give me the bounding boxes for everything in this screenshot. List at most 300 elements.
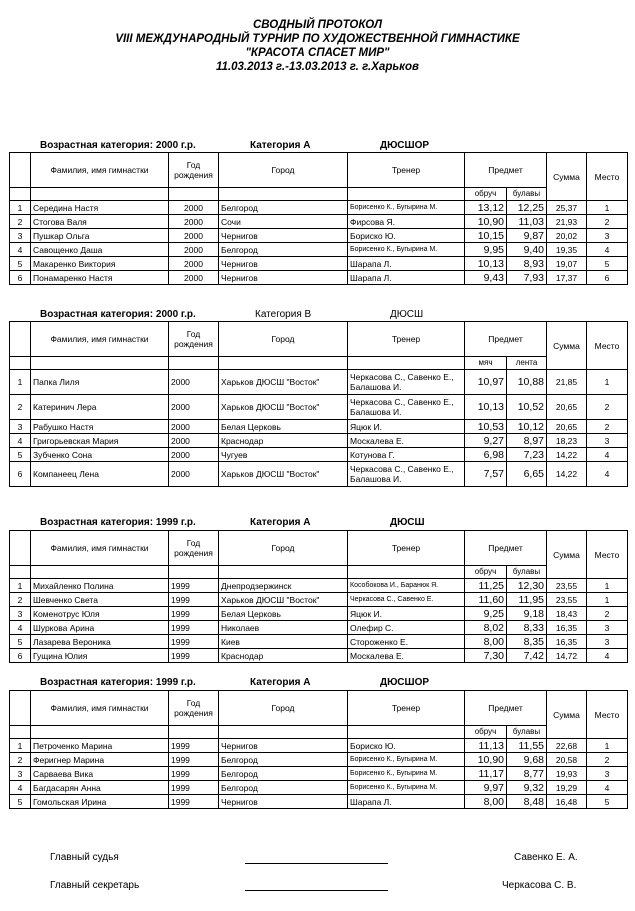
total-score: 18,43 (547, 607, 587, 621)
place: 5 (587, 257, 628, 271)
apparatus-1-score: 9,97 (465, 781, 507, 795)
coach: Черкасова С., Савенко Е., Балашова И. (348, 395, 465, 420)
section-4-school: ДЮСШОР (380, 677, 430, 688)
apparatus-2-score: 8,93 (507, 257, 547, 271)
apparatus-1-score: 10,13 (465, 395, 507, 420)
col-place-header: Место (587, 691, 628, 739)
col-name-header: Фамилия, имя гимнастки (31, 322, 169, 357)
city: Краснодар (219, 434, 348, 448)
total-score: 23,55 (547, 579, 587, 593)
city: Харьков ДЮСШ "Восток" (219, 395, 348, 420)
apparatus-2-score: 10,52 (507, 395, 547, 420)
table-subheader-row (10, 566, 628, 579)
chief-judge-signature-line (245, 863, 388, 864)
col-blank (31, 726, 169, 739)
birth-year: 1999 (169, 795, 219, 809)
row-number: 3 (10, 607, 31, 621)
total-score: 20,65 (547, 395, 587, 420)
total-score: 14,22 (547, 448, 587, 462)
section-3-age: Возрастная категория: 1999 г.р. (40, 517, 196, 528)
apparatus-2-score: 12,30 (507, 579, 547, 593)
table-row (10, 201, 628, 215)
section-2-category: Категория В (255, 309, 312, 320)
col-sum-header: Сумма (547, 691, 587, 739)
table-row (10, 621, 628, 635)
table-row (10, 781, 628, 795)
apparatus-1-score: 10,90 (465, 215, 507, 229)
coach: Шарапа Л. (348, 271, 465, 285)
apparatus-1-score: 9,27 (465, 434, 507, 448)
apparatus-2-score: 8,77 (507, 767, 547, 781)
apparatus-2-header: булавы (507, 566, 547, 579)
apparatus-2-score: 11,03 (507, 215, 547, 229)
section-1-age: Возрастная категория: 2000 г.р. (40, 140, 196, 151)
table-row (10, 635, 628, 649)
apparatus-1-score: 8,02 (465, 621, 507, 635)
col-number-header (10, 322, 31, 357)
col-number-header (10, 153, 31, 188)
chief-judge-label: Главный судья (50, 852, 119, 863)
city: Белая Церковь (219, 420, 348, 434)
apparatus-2-score: 11,55 (507, 739, 547, 753)
place: 5 (587, 795, 628, 809)
gymnast-name: Понамаренко Настя (31, 271, 169, 285)
col-blank (10, 566, 31, 579)
gymnast-name: Макаренко Виктория (31, 257, 169, 271)
birth-year: 2000 (169, 229, 219, 243)
place: 2 (587, 420, 628, 434)
results-table (9, 690, 628, 809)
table-row (10, 739, 628, 753)
apparatus-2-header: булавы (507, 188, 547, 201)
table-row (10, 649, 628, 663)
col-coach-header: Тренер (348, 322, 465, 357)
col-blank (31, 357, 169, 370)
table-header-row (10, 322, 628, 357)
col-name-header: Фамилия, имя гимнастки (31, 691, 169, 726)
apparatus-1-header: обруч (465, 566, 507, 579)
gymnast-name: Рабушко Настя (31, 420, 169, 434)
birth-year: 1999 (169, 579, 219, 593)
coach: Борисенко К., Бугырина М. (348, 767, 465, 781)
apparatus-2-score: 12,25 (507, 201, 547, 215)
apparatus-2-score: 7,93 (507, 271, 547, 285)
apparatus-2-score: 6,65 (507, 462, 547, 487)
gymnast-name: Шевченко Света (31, 593, 169, 607)
city: Харьков ДЮСШ "Восток" (219, 593, 348, 607)
coach: Борисенко К., Бугырина М. (348, 781, 465, 795)
total-score: 20,58 (547, 753, 587, 767)
gymnast-name: Лазарева Вероника (31, 635, 169, 649)
birth-year: 2000 (169, 448, 219, 462)
tournament-motto: "КРАСОТА СПАСЕТ МИР" (245, 47, 390, 59)
place: 1 (587, 370, 628, 395)
row-number: 5 (10, 448, 31, 462)
tournament-name: VIII МЕЖДУНАРОДНЫЙ ТУРНИР ПО ХУДОЖЕСТВЕННОЙ ГИМНАСТИКЕ (115, 33, 520, 45)
city: Сочи (219, 215, 348, 229)
col-year-header: Год рождения (169, 153, 219, 188)
coach: Москалева Е. (348, 649, 465, 663)
coach: Фирсова Я. (348, 215, 465, 229)
gymnast-name: Гомольская Ирина (31, 795, 169, 809)
coach: Олефир С. (348, 621, 465, 635)
col-subject-header: Предмет (465, 322, 547, 357)
table-row (10, 434, 628, 448)
row-number: 1 (10, 370, 31, 395)
place: 3 (587, 229, 628, 243)
col-blank (219, 566, 348, 579)
coach: Котунова Г. (348, 448, 465, 462)
city: Харьков ДЮСШ "Восток" (219, 370, 348, 395)
city: Чернигов (219, 795, 348, 809)
apparatus-2-score: 7,42 (507, 649, 547, 663)
coach: Кособокова И., Баранюк Я. (348, 579, 465, 593)
col-year-header: Год рождения (169, 322, 219, 357)
apparatus-1-score: 7,30 (465, 649, 507, 663)
doc-title: СВОДНЫЙ ПРОТОКОЛ (252, 19, 382, 31)
coach: Шарапа Л. (348, 795, 465, 809)
gymnast-name: Феригнер Марина (31, 753, 169, 767)
chief-secretary-name: Черкасова С. В. (502, 880, 577, 891)
gymnast-name: Григорьевская Мария (31, 434, 169, 448)
apparatus-2-score: 7,23 (507, 448, 547, 462)
apparatus-1-score: 10,90 (465, 753, 507, 767)
total-score: 18,23 (547, 434, 587, 448)
apparatus-2-score: 9,32 (507, 781, 547, 795)
coach: Яцюк И. (348, 420, 465, 434)
col-blank (10, 188, 31, 201)
total-score: 14,22 (547, 462, 587, 487)
col-sum-header: Сумма (547, 531, 587, 579)
city: Киев (219, 635, 348, 649)
section-4-category: Категория А (250, 677, 311, 688)
apparatus-2-score: 9,87 (507, 229, 547, 243)
apparatus-2-score: 8,48 (507, 795, 547, 809)
row-number: 5 (10, 635, 31, 649)
city: Чернигов (219, 739, 348, 753)
gymnast-name: Коменотрус Юля (31, 607, 169, 621)
city: Краснодар (219, 649, 348, 663)
total-score: 16,48 (547, 795, 587, 809)
col-subject-header: Предмет (465, 153, 547, 188)
apparatus-1-score: 9,95 (465, 243, 507, 257)
apparatus-1-score: 9,43 (465, 271, 507, 285)
row-number: 2 (10, 215, 31, 229)
apparatus-2-score: 10,88 (507, 370, 547, 395)
total-score: 16,35 (547, 635, 587, 649)
coach: Бориско Ю. (348, 739, 465, 753)
results-table (9, 321, 628, 487)
place: 2 (587, 395, 628, 420)
section-1-category: Категория А (250, 140, 311, 151)
apparatus-1-score: 11,13 (465, 739, 507, 753)
birth-year: 1999 (169, 621, 219, 635)
city: Белгород (219, 753, 348, 767)
row-number: 1 (10, 739, 31, 753)
total-score: 17,37 (547, 271, 587, 285)
coach: Борисенко К., Бугырина М. (348, 753, 465, 767)
birth-year: 1999 (169, 607, 219, 621)
apparatus-1-header: обруч (465, 188, 507, 201)
section-4-age: Возрастная категория: 1999 г.р. (40, 677, 196, 688)
table-row (10, 395, 628, 420)
col-blank (31, 188, 169, 201)
place: 4 (587, 462, 628, 487)
coach: Черкасова С., Савенко Е., Балашова И. (348, 370, 465, 395)
apparatus-1-header: мяч (465, 357, 507, 370)
place: 6 (587, 271, 628, 285)
apparatus-1-header: обруч (465, 726, 507, 739)
apparatus-2-score: 9,18 (507, 607, 547, 621)
apparatus-2-score: 9,40 (507, 243, 547, 257)
gymnast-name: Сарваева Вика (31, 767, 169, 781)
apparatus-2-score: 9,68 (507, 753, 547, 767)
gymnast-name: Савощенко Даша (31, 243, 169, 257)
city: Чернигов (219, 271, 348, 285)
total-score: 19,07 (547, 257, 587, 271)
row-number: 5 (10, 795, 31, 809)
apparatus-2-header: лента (507, 357, 547, 370)
table-row (10, 795, 628, 809)
row-number: 4 (10, 243, 31, 257)
col-blank (169, 188, 219, 201)
place: 4 (587, 649, 628, 663)
col-name-header: Фамилия, имя гимнастки (31, 531, 169, 566)
apparatus-1-score: 8,00 (465, 635, 507, 649)
col-blank (169, 726, 219, 739)
apparatus-1-score: 7,57 (465, 462, 507, 487)
birth-year: 2000 (169, 257, 219, 271)
gymnast-name: Пушкар Ольга (31, 229, 169, 243)
col-name-header: Фамилия, имя гимнастки (31, 153, 169, 188)
col-year-header: Год рождения (169, 531, 219, 566)
total-score: 25,37 (547, 201, 587, 215)
total-score: 23,55 (547, 593, 587, 607)
gymnast-name: Шуркова Арина (31, 621, 169, 635)
col-sum-header: Сумма (547, 322, 587, 370)
table-row (10, 448, 628, 462)
coach: Шарапа Л. (348, 257, 465, 271)
table-row (10, 593, 628, 607)
col-city-header: Город (219, 691, 348, 726)
birth-year: 1999 (169, 781, 219, 795)
total-score: 19,93 (547, 767, 587, 781)
gymnast-name: Михайленко Полина (31, 579, 169, 593)
chief-judge-name: Савенко Е. А. (514, 852, 578, 863)
col-blank (10, 357, 31, 370)
birth-year: 2000 (169, 370, 219, 395)
city: Белая Церковь (219, 607, 348, 621)
apparatus-2-score: 11,95 (507, 593, 547, 607)
total-score: 20,02 (547, 229, 587, 243)
apparatus-1-score: 9,25 (465, 607, 507, 621)
table-row (10, 215, 628, 229)
apparatus-2-header: булавы (507, 726, 547, 739)
row-number: 3 (10, 767, 31, 781)
apparatus-1-score: 10,97 (465, 370, 507, 395)
col-coach-header: Тренер (348, 153, 465, 188)
table-row (10, 243, 628, 257)
birth-year: 2000 (169, 201, 219, 215)
col-blank (219, 357, 348, 370)
tournament-dates: 11.03.2013 г.-13.03.2013 г. г.Харьков (216, 61, 419, 73)
apparatus-1-score: 10,13 (465, 257, 507, 271)
table-subheader-row (10, 357, 628, 370)
city: Белгород (219, 767, 348, 781)
place: 3 (587, 621, 628, 635)
gymnast-name: Петроченко Марина (31, 739, 169, 753)
table-row (10, 229, 628, 243)
table-row (10, 271, 628, 285)
table-row (10, 257, 628, 271)
col-place-header: Место (587, 322, 628, 370)
city: Харьков ДЮСШ "Восток" (219, 462, 348, 487)
city: Чугуев (219, 448, 348, 462)
total-score: 19,29 (547, 781, 587, 795)
apparatus-1-score: 11,17 (465, 767, 507, 781)
place: 1 (587, 201, 628, 215)
row-number: 6 (10, 649, 31, 663)
table-row (10, 579, 628, 593)
gymnast-name: Зубченко Сона (31, 448, 169, 462)
place: 2 (587, 215, 628, 229)
col-blank (31, 566, 169, 579)
col-coach-header: Тренер (348, 691, 465, 726)
col-place-header: Место (587, 531, 628, 579)
section-1-school: ДЮСШОР (380, 140, 430, 151)
chief-secretary-signature-line (245, 890, 388, 891)
birth-year: 1999 (169, 753, 219, 767)
birth-year: 2000 (169, 243, 219, 257)
birth-year: 2000 (169, 462, 219, 487)
coach: Яцюк И. (348, 607, 465, 621)
results-table (9, 152, 628, 285)
col-blank (348, 726, 465, 739)
apparatus-1-score: 13,12 (465, 201, 507, 215)
apparatus-1-score: 11,25 (465, 579, 507, 593)
table-row (10, 753, 628, 767)
table-header-row (10, 531, 628, 566)
table-row (10, 607, 628, 621)
col-blank (348, 188, 465, 201)
apparatus-1-score: 6,98 (465, 448, 507, 462)
gymnast-name: Середина Настя (31, 201, 169, 215)
col-blank (219, 726, 348, 739)
place: 4 (587, 243, 628, 257)
coach: Борисенко К., Бугырина М. (348, 201, 465, 215)
col-blank (348, 357, 465, 370)
col-blank (219, 188, 348, 201)
table-row (10, 462, 628, 487)
apparatus-2-score: 8,33 (507, 621, 547, 635)
apparatus-1-score: 10,15 (465, 229, 507, 243)
birth-year: 1999 (169, 593, 219, 607)
total-score: 14,72 (547, 649, 587, 663)
gymnast-name: Гущина Юлия (31, 649, 169, 663)
gymnast-name: Багдасарян Анна (31, 781, 169, 795)
table-row (10, 370, 628, 395)
city: Белгород (219, 201, 348, 215)
col-city-header: Город (219, 531, 348, 566)
col-coach-header: Тренер (348, 531, 465, 566)
row-number: 2 (10, 593, 31, 607)
row-number: 6 (10, 271, 31, 285)
city: Белгород (219, 243, 348, 257)
col-subject-header: Предмет (465, 531, 547, 566)
col-blank (169, 357, 219, 370)
place: 4 (587, 781, 628, 795)
table-subheader-row (10, 726, 628, 739)
total-score: 20,65 (547, 420, 587, 434)
place: 4 (587, 448, 628, 462)
col-number-header (10, 691, 31, 726)
birth-year: 2000 (169, 420, 219, 434)
row-number: 4 (10, 781, 31, 795)
city: Николаев (219, 621, 348, 635)
birth-year: 2000 (169, 271, 219, 285)
birth-year: 1999 (169, 635, 219, 649)
row-number: 1 (10, 579, 31, 593)
coach: Бориско Ю. (348, 229, 465, 243)
place: 1 (587, 579, 628, 593)
row-number: 5 (10, 257, 31, 271)
table-subheader-row (10, 188, 628, 201)
row-number: 2 (10, 395, 31, 420)
col-sum-header: Сумма (547, 153, 587, 201)
table-header-row (10, 153, 628, 188)
coach: Черкасова С., Савенко Е. (348, 593, 465, 607)
birth-year: 2000 (169, 395, 219, 420)
total-score: 19,35 (547, 243, 587, 257)
gymnast-name: Компанеец Лена (31, 462, 169, 487)
apparatus-1-score: 11,60 (465, 593, 507, 607)
total-score: 21,85 (547, 370, 587, 395)
city: Белгород (219, 781, 348, 795)
gymnast-name: Катеринич Лера (31, 395, 169, 420)
row-number: 3 (10, 229, 31, 243)
apparatus-2-score: 10,12 (507, 420, 547, 434)
city: Чернигов (219, 257, 348, 271)
section-2-age: Возрастная категория: 2000 г.р. (40, 309, 196, 320)
place: 3 (587, 434, 628, 448)
birth-year: 1999 (169, 739, 219, 753)
birth-year: 2000 (169, 434, 219, 448)
place: 2 (587, 607, 628, 621)
place: 3 (587, 635, 628, 649)
coach: Москалева Е. (348, 434, 465, 448)
chief-secretary-label: Главный секретарь (50, 880, 140, 891)
apparatus-1-score: 8,00 (465, 795, 507, 809)
total-score: 22,68 (547, 739, 587, 753)
apparatus-1-score: 10,53 (465, 420, 507, 434)
col-blank (169, 566, 219, 579)
total-score: 16,35 (547, 621, 587, 635)
gymnast-name: Стогова Валя (31, 215, 169, 229)
table-header-row (10, 691, 628, 726)
gymnast-name: Папка Лиля (31, 370, 169, 395)
coach: Черкасова С., Савенко Е., Балашова И. (348, 462, 465, 487)
row-number: 4 (10, 434, 31, 448)
row-number: 4 (10, 621, 31, 635)
city: Днепродзержинск (219, 579, 348, 593)
place: 3 (587, 767, 628, 781)
col-subject-header: Предмет (465, 691, 547, 726)
col-city-header: Город (219, 322, 348, 357)
place: 1 (587, 739, 628, 753)
col-blank (10, 726, 31, 739)
city: Чернигов (219, 229, 348, 243)
apparatus-2-score: 8,97 (507, 434, 547, 448)
